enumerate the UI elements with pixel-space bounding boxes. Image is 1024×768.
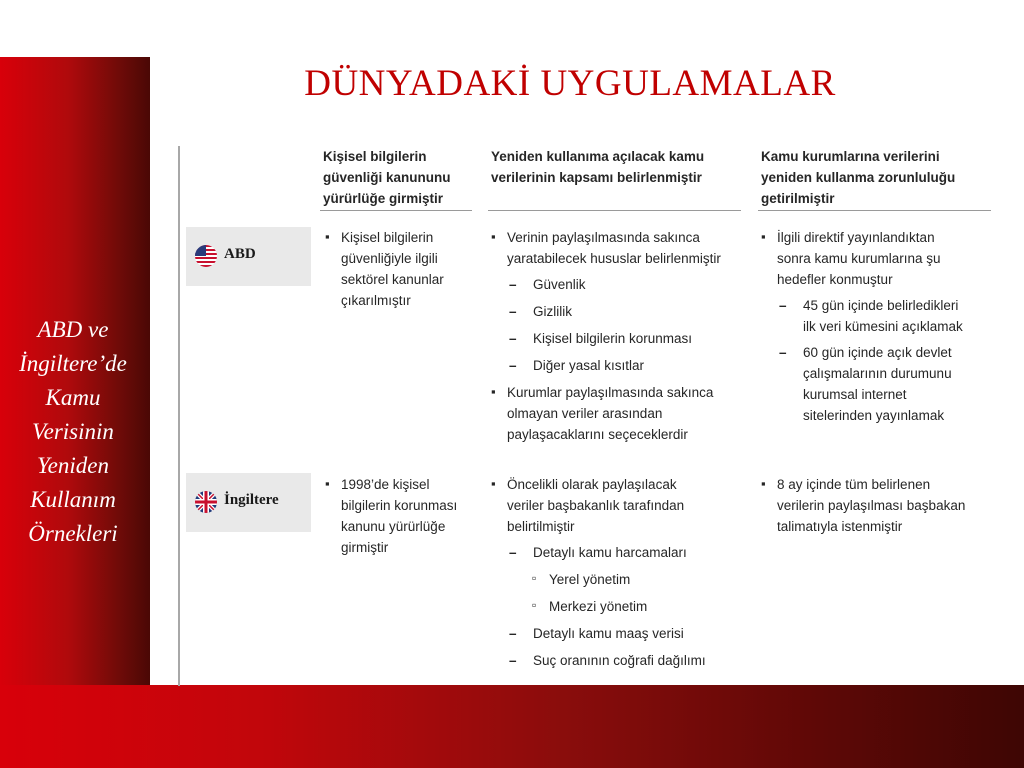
header-rule-2 bbox=[488, 210, 741, 211]
sub-list-item: – Suç oranının coğrafi dağılımı bbox=[491, 650, 756, 671]
cell-ingiltere-col2 bbox=[491, 474, 756, 677]
sub-sub-list-item: ▫ Merkezi yönetim bbox=[491, 596, 756, 617]
cell-ingiltere-col1 bbox=[325, 474, 480, 558]
country-name: ABD bbox=[224, 246, 256, 262]
bottom-band bbox=[0, 685, 1024, 768]
sub-list-item: – 60 gün içinde açık devlet çalışmalarının durumunu kurumsal internet sitelerinden yayınlamak bbox=[761, 342, 1001, 426]
sidebar-line: ABD ve bbox=[37, 317, 109, 342]
sidebar-line: İngiltere’de bbox=[19, 351, 127, 376]
sub-list-item: – Diğer yasal kısıtlar bbox=[491, 355, 756, 376]
list-item: ▪ İlgili direktif yayınlandıktan sonra kamu kurumlarına şu hedefler konmuştur bbox=[761, 227, 1001, 290]
country-label-abd bbox=[186, 227, 311, 286]
sub-list-item: – Gizlilik bbox=[491, 301, 756, 322]
sub-list-item: – Detaylı kamu harcamaları bbox=[491, 542, 756, 563]
sub-sub-list-item: ▫ Yerel yönetim bbox=[491, 569, 756, 590]
sidebar-line: Örnekleri bbox=[28, 521, 118, 546]
sidebar-line: Yeniden bbox=[37, 453, 109, 478]
us-flag-icon bbox=[195, 245, 217, 267]
sidebar-caption bbox=[0, 313, 146, 551]
header-rule-3 bbox=[758, 210, 991, 211]
sub-list-item: – Güvenlik bbox=[491, 274, 756, 295]
sidebar-line: Kullanım bbox=[30, 487, 116, 512]
header-rule-1 bbox=[320, 210, 472, 211]
sub-list-item: – 45 gün içinde belirledikleri ilk veri kümesini açıklamak bbox=[761, 295, 1001, 337]
sidebar-line: Verisinin bbox=[32, 419, 114, 444]
column-header-1: Kişisel bilgilerin güvenliği kanununu yürürlüğe girmiştir bbox=[323, 149, 451, 206]
column-header-2: Yeniden kullanıma açılacak kamu verilerinin kapsamı belirlenmiştir bbox=[491, 149, 705, 185]
sidebar-panel bbox=[0, 57, 150, 685]
list-item: ▪ 1998’de kişisel bilgilerin korunması kanunu yürürlüğe girmiştir bbox=[325, 474, 480, 558]
sidebar-line: Kamu bbox=[45, 385, 101, 410]
table-left-border bbox=[178, 146, 180, 686]
list-item: ▪ Kişisel bilgilerin güvenliğiyle ilgili sektörel kanunlar çıkarılmıştır bbox=[325, 227, 475, 311]
sub-list-item: – Detaylı kamu maaş verisi bbox=[491, 623, 756, 644]
list-item: ▪ Verinin paylaşılmasında sakınca yaratabilecek hususlar belirlenmiştir bbox=[491, 227, 756, 269]
cell-abd-col2 bbox=[491, 227, 756, 445]
slide-title: DÜNYADAKİ UYGULAMALAR bbox=[304, 63, 836, 104]
list-item: ▪ 8 ay içinde tüm belirlenen verilerin paylaşılması başbakan talimatıyla istenmiştir bbox=[761, 474, 1001, 537]
uk-flag-icon bbox=[195, 491, 217, 513]
country-name: İngiltere bbox=[224, 492, 279, 508]
cell-abd-col3 bbox=[761, 227, 1001, 430]
cell-abd-col1 bbox=[325, 227, 475, 311]
sub-list-item: – Kişisel bilgilerin korunması bbox=[491, 328, 756, 349]
country-label-ingiltere bbox=[186, 473, 311, 532]
list-item: ▪ Kurumlar paylaşılmasında sakınca olmayan veriler arasından paylaşacaklarını seçeceklerdir bbox=[491, 382, 756, 445]
cell-ingiltere-col3 bbox=[761, 474, 1001, 537]
column-header-3: Kamu kurumlarına verilerini yeniden kullanma zorunluluğu getirilmiştir bbox=[761, 149, 956, 206]
list-item: ▪ Öncelikli olarak paylaşılacak veriler başbakanlık tarafından belirtilmiştir bbox=[491, 474, 756, 537]
